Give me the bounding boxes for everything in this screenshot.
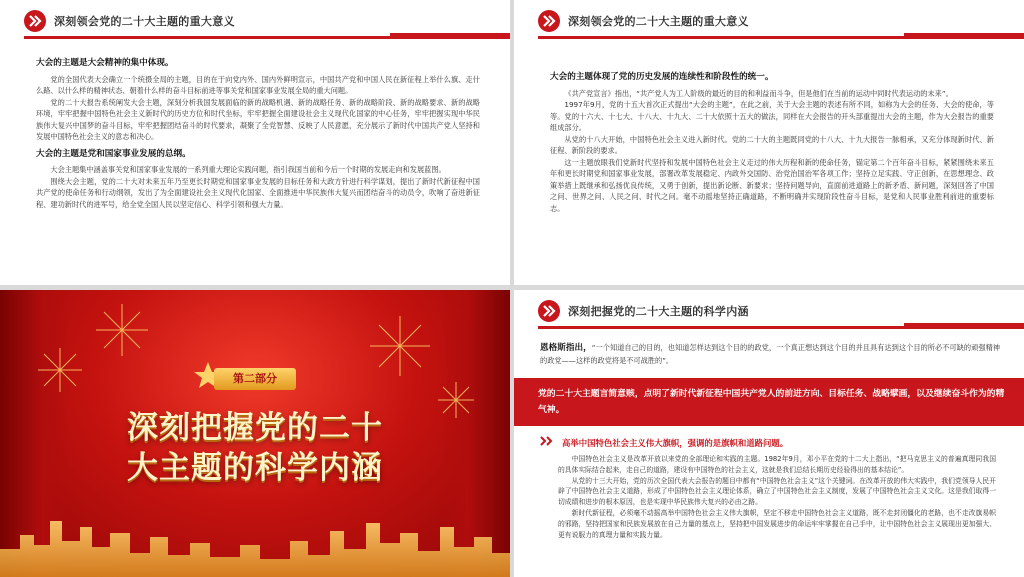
chevron-badge-icon — [538, 300, 560, 322]
slide-header — [514, 0, 1024, 42]
heading: 大会的主题是党和国家事业发展的总纲。 — [36, 148, 191, 159]
slide-title: 深刻领会党的二十大主题的重大意义 — [54, 15, 235, 28]
heading: 大会的主题是大会精神的集中体现。 — [36, 58, 174, 68]
slide-2[interactable] — [514, 0, 1024, 285]
slide-4[interactable] — [514, 290, 1024, 577]
slide-body — [550, 66, 994, 214]
header-rule — [538, 36, 1024, 39]
double-chevron-icon — [540, 436, 556, 448]
highlight-banner: 党的二十大主题言简意赅，点明了新时代新征程中国共产党人的前进方向、目标任务、战略擘画，以及继续奋斗作为的精气神。 — [514, 378, 1024, 426]
paragraph: 围绕大会主题，党的二十大对未来五年乃至更长时期党和国家事业发展的目标任务和大政方针进行科学谋划，提出了新时代新征程中国共产党的使命任务和行动纲领，发出了为全面建设社会主义现代化国家、全面推进中华民族伟大复兴而团结奋斗的动员令，吹响了奋进新征程、建功新时代的进军号，给全党全国人民以坚定信心、科学引领和强大力量。 — [36, 176, 480, 209]
section-label: 第二部分 — [214, 368, 296, 390]
paragraph: 大会主题集中涵盖事关党和国家事业发展的一系列重大理论实践问题，指引我国当前和今后一个时期的发展走向和发展蓝图。 — [50, 165, 446, 174]
slide-header — [0, 0, 510, 42]
section-title-line-2: 大主题的科学内涵 — [127, 450, 383, 486]
paragraph: 1997年9月，党的十五大首次正式提出“大会的主题”，在此之前，关于大会主题的表述有所不同，如称为大会的任务、大会的使命，等等。党的十六大、十七大、十八大、十九大、二十大依照十五大的做法，同样在大会报告的开头部重提出大会的主题，作为大会报告的重要组成部分。 — [550, 100, 994, 132]
header-rule — [24, 36, 510, 39]
quote-text: “一个知道自己的目的，也知道怎样达到这个目的的政党，一个真正想达到这个目的并且具有达到这个目的所必不可缺的顽强精神的政党——这样的政党将是不可战胜的”。 — [540, 343, 1000, 365]
paragraph: 从党的十八大开始，中国特色社会主义进入新时代。党的二十大的主题既同党的十八大、十九大报告一脉相承，又充分体现新时代、新征程、新阶段的要求。 — [550, 134, 994, 155]
subheading — [540, 436, 788, 449]
quote-block — [540, 342, 1000, 366]
city-skyline-icon — [0, 497, 510, 577]
paragraph: 党的二十大报告系统阐发大会主题，深刻分析我国发展面临的新的战略机遇、新的战略任务、新的战略阶段、新的战略要求、新的战略环境，牢牢把握中国特色社会主义新时代的历史方位和时代坐标，牢牢把握全面建设社会主义现代化国家的中心任务，牢牢把握实现中华民族伟大复兴中国梦的奋斗目标，牢牢把握团结奋斗的时代要求，凝聚了全党智慧、反映了人民意愿，充分展示了新时代中国共产党人坚持和发展中国特色社会主义的意志和决心。 — [36, 97, 480, 141]
section-title-line-1: 深刻把握党的二十 — [127, 410, 383, 446]
slide-body — [36, 52, 480, 210]
heading: 大会的主题体现了党的历史发展的连续性和阶段性的统一。 — [550, 72, 774, 82]
paragraph: 《共产党宣言》指出，“共产党人为工人阶级的最近的目的和利益而斗争，但是他们在当前的运动中同时代表运动的未来”。 — [564, 88, 953, 98]
slide-header — [514, 290, 1024, 332]
header-rule — [538, 326, 1024, 329]
chevron-badge-icon — [538, 10, 560, 32]
paragraph: 这一主题放眼我们党新时代坚持和发展中国特色社会主义走过的伟大历程和新的使命任务，锚定第二个百年奋斗目标，紧紧围绕未来五年和更长时期党和国家事业发展，部署改革发展稳定、内政外交国防、治党治国治军各项工作；坚持立足实践、守正创新，在思想理念、政策举措上既继承和弘扬优良传统，又勇于创新，提出新论断、新要求；坚持问题导向，直面前进道路上的新矛盾、新问题，深刻回答了中国之问、世界之问、人民之问、时代之问。毫不动摇地坚持正确道路，不断明确并实现阶段性奋斗目标，是党和人民事业胜利前进的重要标志。 — [550, 157, 994, 213]
slide-title: 深刻领会党的二十大主题的重大意义 — [568, 15, 749, 28]
slide-3-section-cover[interactable] — [0, 290, 510, 577]
quote-lead: 恩格斯指出， — [540, 343, 592, 353]
slide-title: 深刻把握党的二十大主题的科学内涵 — [568, 305, 749, 318]
slide-1[interactable] — [0, 0, 510, 285]
paragraph: 新时代新征程，必须毫不动摇高举中国特色社会主义伟大旗帜，坚定不移走中国特色社会主义道路，既不走封闭僵化的老路，也不走改旗易帜的邪路，坚持把国家和民族发展放在自己力量的基点上，坚持把中国发展进步的命运牢牢掌握在自己手中，让中国特色社会主义展现出更加强大、更有说服力的真理力量和实践力量。 — [558, 508, 996, 539]
paragraph: 中国特色社会主义是改革开放以来党的全部理论和实践的主题。1982年9月，邓小平在党的十二大上指出，“把马克思主义的普遍真理同我国的具体实际结合起来，走自己的道路，建设有中国特色的社会主义，这就是我们总结长期历史经验得出的基本结论”。 — [558, 455, 996, 474]
subheading-text: 高举中国特色社会主义伟大旗帜，强调的是旗帜和道路问题。 — [562, 438, 789, 448]
chevron-badge-icon — [24, 10, 46, 32]
slide-body — [558, 454, 996, 540]
paragraph: 从党的十三大开始，党的历次全国代表大会报告的题目中都有“中国特色社会主义”这个关键词。在改革开放的伟大实践中，我们党领导人民开辟了中国特色社会主义道路，形成了中国特色社会主义理论体系，确立了中国特色社会主义制度，发展了中国特色社会主义文化。这是我们取得一切成绩和进步的根本原因，也是实现中华民族伟大复兴的必由之路。 — [558, 476, 996, 507]
paragraph: 党的全国代表大会确立一个统摄全局的主题，目的在于向党内外、国内外鲜明宣示，中国共产党和中国人民在新征程上举什么旗、走什么路、以什么样的精神状态、朝着什么样的奋斗目标前进等事关党和国家事业发展全局的重大问题。 — [36, 74, 480, 95]
